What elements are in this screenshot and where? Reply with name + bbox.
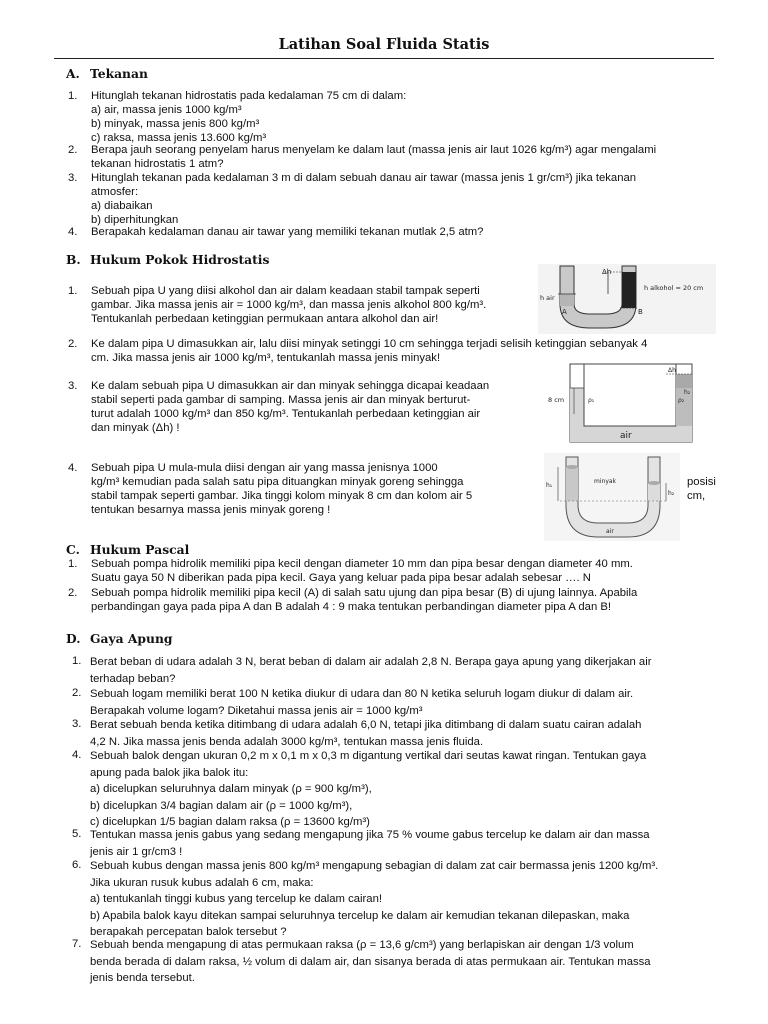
section-title: Gaya Apung <box>90 631 173 646</box>
question-line: Tentukanlah perbedaan ketinggian permukaan antara alkohol dan air! <box>91 313 439 325</box>
question-line: a) air, massa jenis 1000 kg/m³ <box>91 104 242 116</box>
question-number: 5. <box>72 828 82 840</box>
question-number: 1. <box>72 655 82 667</box>
fig3-h2-label: h₂ <box>668 490 675 497</box>
question-line: atmosfer: <box>91 186 139 198</box>
title-rule <box>54 58 714 59</box>
section-d-heading <box>66 631 172 646</box>
question-line: stabil tampak seperti gambar. Jika tinggi kolom minyak 8 cm dan kolom air 5 <box>91 490 473 502</box>
question-line: benda berada di dalam raksa, ½ volum di dalam air, dan sisanya berada di atas permukaan air. Tentukan massa <box>90 955 651 968</box>
question-text <box>90 717 641 751</box>
b-question-4-right-text <box>687 475 716 503</box>
question-line: cm. Jika massa jenis air 1000 kg/m³, tentukanlah massa jenis minyak! <box>91 352 441 364</box>
section-title: Tekanan <box>90 66 148 81</box>
question-text <box>91 284 486 326</box>
question-line: Berapakah kedalaman danau air tawar yang memiliki tekanan mutlak 2,5 atm? <box>91 226 484 238</box>
question-line: Berapakah volume logam? Diketahui massa jenis air = 1000 kg/m³ <box>90 705 423 717</box>
section-a-heading <box>66 66 148 81</box>
question-line: b) Apabila balok kayu ditekan sampai seluruhnya tercelup ke dalam air kemudian tekanan dilepaskan, maka <box>90 909 630 922</box>
question-line: cm, <box>687 490 706 502</box>
fig1-h-alkohol-label: h alkohol = 20 cm <box>644 284 704 292</box>
question-text <box>91 461 472 517</box>
question-line: perbandingan gaya pada pipa A dan B adalah 4 : 9 maka tentukan perbandingan diameter pipa A dan B! <box>91 601 612 613</box>
section-letter: C. <box>66 542 80 557</box>
question-line: dan minyak (Δh) ! <box>91 422 180 434</box>
question-line: Tentukan massa jenis gabus yang sedang mengapung jika 75 % voume gabus tercelup ke dalam air dan massa <box>90 829 650 841</box>
question-line: a) tentukanlah tinggi kubus yang tercelup ke dalam cairan! <box>90 893 383 905</box>
question-number: 1. <box>68 558 78 570</box>
question-number: 2. <box>68 587 78 599</box>
question-line: Sebuah logam memiliki berat 100 N ketika diukur di udara dan 80 N ketika seluruh logam diukur di dalam air. <box>90 688 634 700</box>
question-number: 4. <box>72 749 82 761</box>
question-line: tentukan besarnya massa jenis minyak goreng ! <box>91 504 331 516</box>
fig2-air-label: air <box>620 431 632 441</box>
question-text <box>91 379 489 435</box>
question-text <box>91 89 406 145</box>
section-letter: A. <box>66 66 80 81</box>
question-line: a) diabaikan <box>91 200 153 212</box>
question-line: Sebuah balok dengan ukuran 0,2 m x 0,1 m x 0,3 m digantung vertikal dari seutas kawat ringan. Tentukan gaya <box>90 750 647 762</box>
section-letter: D. <box>66 631 81 646</box>
question-line: Jika ukuran rusuk kubus adalah 6 cm, maka: <box>90 876 314 889</box>
question-line: 4,2 N. Jika massa jenis benda adalah 3000 kg/m³, tentukan massa jenis fluida. <box>90 736 484 748</box>
fig3-minyak-label: minyak <box>594 478 617 485</box>
question-number: 6. <box>72 859 82 871</box>
section-letter: B. <box>66 252 81 267</box>
question-number: 3. <box>68 380 78 392</box>
question-number: 4. <box>68 462 78 474</box>
question-line: Hitunglah tekanan hidrostatis pada kedalaman 75 cm di dalam: <box>91 90 407 102</box>
fig2-8cm-label: 8 cm <box>548 396 565 404</box>
fig2-rho1-label: ρ₁ <box>588 397 595 404</box>
question-line: stabil seperti pada gambar di samping. Massa jenis air dan minyak berturut- <box>91 394 471 406</box>
fig1-dh-label: Δh <box>602 268 612 276</box>
question-text <box>90 827 650 860</box>
question-line: Sebuah pompa hidrolik memiliki pipa kecil dengan diameter 10 mm dan pipa besar dengan diameter 40 mm. <box>91 558 633 570</box>
page-title: Latihan Soal Fluida Statis <box>278 36 490 53</box>
question-line: terhadap beban? <box>90 673 176 685</box>
fig1-label-b: B <box>638 308 643 316</box>
question-line: Sebuah pompa hidrolik memiliki pipa kecil (A) di salah satu ujung dan pipa besar (B) di ujung lainnya. Apabila <box>91 587 638 599</box>
question-number: 3. <box>72 718 82 730</box>
question-number: 2. <box>68 338 78 350</box>
question-text <box>91 586 637 614</box>
fig2-dh-label: Δh <box>668 367 676 374</box>
question-line: c) raksa, massa jenis 13.600 kg/m³ <box>91 132 267 144</box>
fig1-h-air-label: h air <box>540 294 555 302</box>
question-number: 2. <box>68 144 78 156</box>
question-text <box>91 337 647 365</box>
question-line: Hitunglah tekanan pada kedalaman 3 m di dalam sebuah danau air tawar (massa jenis 1 gr/cm³) jika tekanan <box>91 172 637 184</box>
question-text <box>91 225 483 239</box>
question-line: c) dicelupkan 1/5 bagian dalam raksa (ρ = 13600 kg/m³) <box>90 816 370 828</box>
question-text <box>91 143 656 171</box>
question-line: turut adalah 1000 kg/m³ dan 850 kg/m³. Tentukanlah perbedaan ketinggian air <box>91 408 481 420</box>
question-line: apung pada balok jika balok itu: <box>90 766 249 779</box>
question-number: 1. <box>68 285 78 297</box>
question-text <box>90 748 646 831</box>
question-line: Berat beban di udara adalah 3 N, berat beban di dalam air adalah 2,8 N. Berapa gaya apung yang dikerjakan air <box>90 656 652 668</box>
question-line: Sebuah pipa U mula-mula diisi dengan air yang massa jenisnya 1000 <box>91 462 438 474</box>
fig2-h2-label: h₂ <box>684 389 691 396</box>
question-line: gambar. Jika massa jenis air = 1000 kg/m³, dan massa jenis alkohol 800 kg/m³. <box>91 299 487 311</box>
question-line: a) dicelupkan seluruhnya dalam minyak (ρ = 900 kg/m³), <box>90 783 372 795</box>
question-number: 7. <box>72 938 82 950</box>
section-title: Hukum Pokok Hidrostatis <box>90 252 270 267</box>
question-line: jenis benda tersebut. <box>90 972 195 984</box>
question-line: Ke dalam pipa U dimasukkan air, lalu diisi minyak setinggi 10 cm sehingga terjadi selisih ketinggian sebanyak 4 <box>91 338 648 350</box>
question-line: b) dicelupkan 3/4 bagian dalam air (ρ = 1000 kg/m³), <box>90 799 353 812</box>
question-text <box>90 654 651 688</box>
fig2-rho2-label: ρ₂ <box>678 397 685 404</box>
question-line: b) diperhitungkan <box>91 214 179 226</box>
question-number: 2. <box>72 687 82 699</box>
section-title: Hukum Pascal <box>90 542 190 557</box>
question-line: Sebuah kubus dengan massa jenis 800 kg/m³ mengapung sebagian di dalam zat cair bermassa jenis 1200 kg/m³. <box>90 860 659 872</box>
u-tube-oil-water-figure <box>548 362 696 444</box>
section-c-heading <box>66 542 189 557</box>
question-line: Sebuah pipa U yang diisi alkohol dan air dalam keadaan stabil tampak seperti <box>91 285 480 297</box>
question-line: Suatu gaya 50 N diberikan pada pipa kecil. Gaya yang keluar pada pipa besar adalah sebesar …. N <box>91 572 591 584</box>
question-number: 1. <box>68 90 78 102</box>
fig3-h1-label: h₁ <box>546 482 553 489</box>
fig3-air-label: air <box>606 528 614 535</box>
question-line: Berapa jauh seorang penyelam harus menyelam ke dalam laut (massa jenis air laut 1026 kg/m³) agar mengalami <box>91 144 657 156</box>
section-b-heading <box>66 252 269 267</box>
question-line: b) minyak, massa jenis 800 kg/m³ <box>91 118 260 130</box>
question-text <box>91 171 636 227</box>
question-text <box>90 937 651 987</box>
question-line: tekanan hidrostatis 1 atm? <box>91 158 224 170</box>
question-line: Sebuah benda mengapung di atas permukaan raksa (ρ = 13,6 g/cm³) yang berlapiskan air dengan 1/3 volum <box>90 939 634 951</box>
question-line: posisi <box>687 476 716 488</box>
question-line: jenis air 1 gr/cm3 ! <box>90 845 183 858</box>
question-text <box>90 686 633 720</box>
question-line: Berat sebuah benda ketika ditimbang di udara adalah 6,0 N, tetapi jika ditimbang di dalam suatu cairan adalah <box>90 719 642 731</box>
question-text <box>90 858 658 941</box>
u-tube-cooking-oil-figure <box>544 453 680 541</box>
question-line: kg/m³ kemudian pada salah satu pipa dituangkan minyak goreng sehingga <box>91 476 464 488</box>
fig1-label-a: A <box>562 308 567 316</box>
u-tube-alcohol-figure <box>538 264 716 334</box>
question-text <box>91 557 633 585</box>
question-number: 4. <box>68 226 78 238</box>
question-line: Ke dalam sebuah pipa U dimasukkan air dan minyak sehingga dicapai keadaan <box>91 380 490 392</box>
question-line: berapakah percepatan balok tersebut ? <box>90 926 287 938</box>
question-number: 3. <box>68 172 78 184</box>
